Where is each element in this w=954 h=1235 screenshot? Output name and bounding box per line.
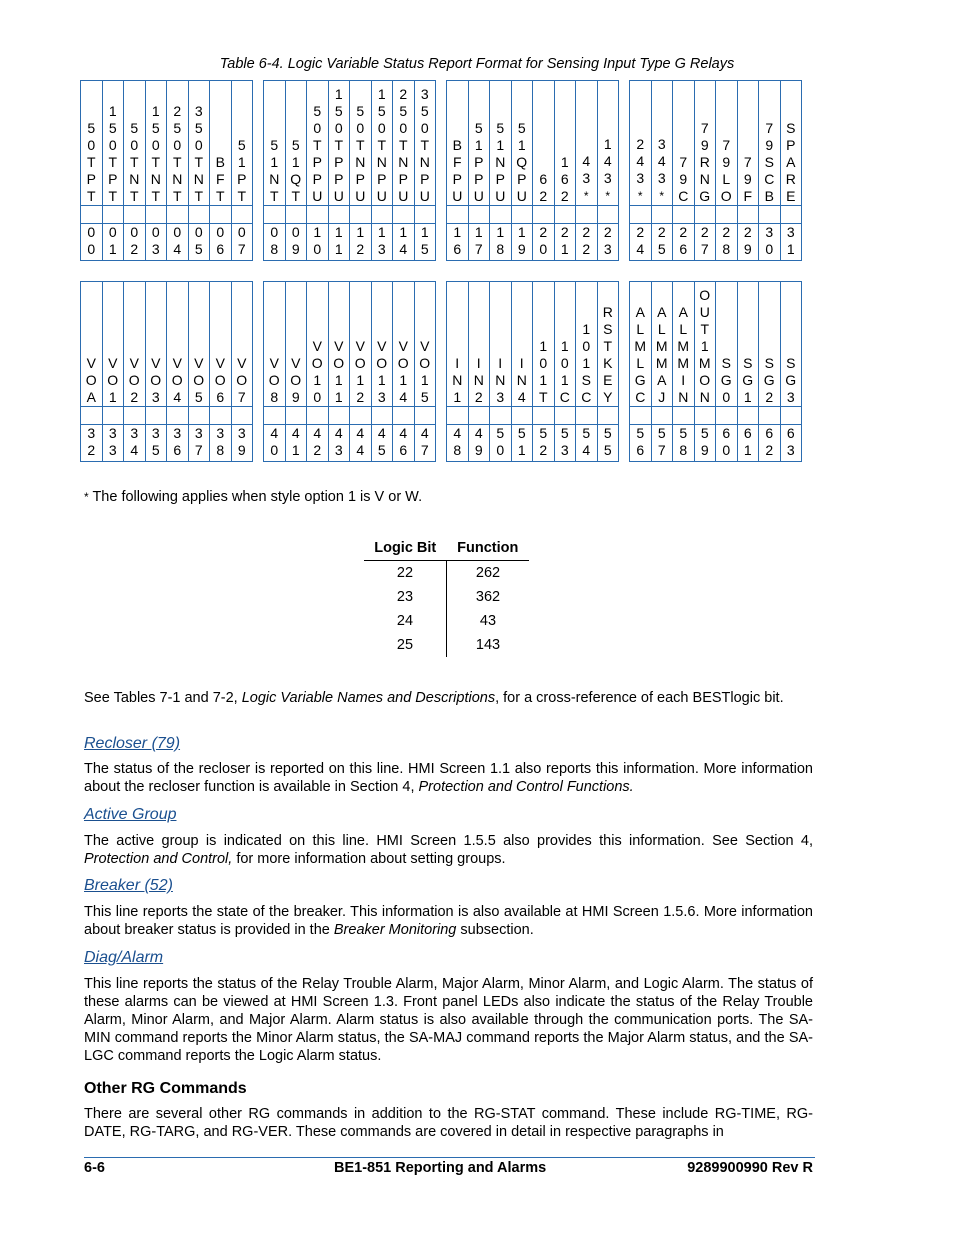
variable-name-cell: S G 3 xyxy=(780,282,802,407)
bit-number-cell: 6 1 xyxy=(737,425,759,462)
variable-name-cell: 2 5 0 T N T xyxy=(167,81,189,206)
bit-number-cell: 2 3 xyxy=(597,224,619,261)
spacer-cell xyxy=(759,407,781,425)
variable-name-cell: 1 4 3 * xyxy=(597,81,619,206)
variable-name-cell: V O A xyxy=(81,282,103,407)
logic-variable-table-1 xyxy=(80,80,802,261)
bit-number-cell: 1 3 xyxy=(371,224,393,261)
group-separator xyxy=(253,206,264,224)
variable-name-cell: 7 9 L O xyxy=(716,81,738,206)
text-span: The active group is indicated on this line. HMI Screen 1.5.5 also provides this information. See Section 4, xyxy=(84,833,813,849)
variable-name-cell: 5 1 P T xyxy=(231,81,253,206)
variable-name-cell: 5 0 T P T xyxy=(81,81,103,206)
variable-name-cell: 1 5 0 T N P U xyxy=(371,81,393,206)
group-separator xyxy=(619,206,630,224)
variable-name-cell: 4 3 * xyxy=(576,81,598,206)
bit-number-cell: 3 8 xyxy=(210,425,232,462)
variable-name-cell: V O 8 xyxy=(264,282,286,407)
variable-name-cell: V O 6 xyxy=(210,282,232,407)
bit-number-cell: 0 0 xyxy=(81,224,103,261)
variable-name-cell: S G 0 xyxy=(716,282,738,407)
spacer-cell xyxy=(694,206,716,224)
variable-name-cell: 1 6 2 xyxy=(554,81,576,206)
bit-number-cell: 4 1 xyxy=(285,425,307,462)
variable-name-cell: 5 1 P P U xyxy=(468,81,490,206)
table-row-spacer xyxy=(81,407,802,425)
bit-number-cell: 1 0 xyxy=(307,224,329,261)
variable-name-cell: S G 2 xyxy=(759,282,781,407)
table-row-names xyxy=(81,282,802,407)
heading-breaker: Breaker (52) xyxy=(84,877,173,894)
spacer-cell xyxy=(490,407,512,425)
variable-name-cell: 5 1 N P U xyxy=(490,81,512,206)
variable-name-cell: S G 1 xyxy=(737,282,759,407)
bit-number-cell: 2 0 xyxy=(533,224,555,261)
bit-number-cell: 3 4 xyxy=(124,425,146,462)
bit-number-cell: 1 6 xyxy=(447,224,469,261)
bit-number-cell: 6 0 xyxy=(716,425,738,462)
spacer-cell xyxy=(414,407,436,425)
logic-variable-table-2 xyxy=(80,281,802,462)
spacer-cell xyxy=(328,206,350,224)
spacer-cell xyxy=(264,407,286,425)
spacer-cell xyxy=(511,407,533,425)
spacer-cell xyxy=(285,407,307,425)
group-separator xyxy=(253,407,264,425)
variable-name-cell: I N 4 xyxy=(511,282,533,407)
bit-number-cell: 0 2 xyxy=(124,224,146,261)
spacer-cell xyxy=(554,206,576,224)
spacer-cell xyxy=(231,206,253,224)
variable-name-cell: 5 1 N T xyxy=(264,81,286,206)
bit-number-cell: 2 8 xyxy=(716,224,738,261)
bit-number-cell: 3 6 xyxy=(167,425,189,462)
spacer-cell xyxy=(371,206,393,224)
bit-number-cell: 3 2 xyxy=(81,425,103,462)
variable-name-cell: V O 1 4 xyxy=(393,282,415,407)
bit-number-cell: 0 9 xyxy=(285,224,307,261)
variable-name-cell: 7 9 R N G xyxy=(694,81,716,206)
spacer-cell xyxy=(468,206,490,224)
bit-number-cell: 2 6 xyxy=(673,224,695,261)
bit-number-cell: 5 7 xyxy=(651,425,673,462)
variable-name-cell: 1 0 1 T xyxy=(533,282,555,407)
variable-name-cell: 6 2 xyxy=(533,81,555,206)
variable-name-cell: 1 5 0 T P P U xyxy=(328,81,350,206)
group-separator xyxy=(253,81,264,206)
spacer-cell xyxy=(651,407,673,425)
logic-bit-cell: 22 xyxy=(364,561,447,586)
group-separator xyxy=(619,81,630,206)
paragraph-breaker xyxy=(84,903,813,939)
paragraph-recloser xyxy=(84,760,813,796)
variable-name-cell: 1 0 1 S C xyxy=(576,282,598,407)
bit-number-cell: 0 5 xyxy=(188,224,210,261)
note-text: The following applies when style option 1 is V or W. xyxy=(92,489,423,505)
bit-number-cell: 3 9 xyxy=(231,425,253,462)
spacer-cell xyxy=(167,407,189,425)
group-separator xyxy=(253,282,264,407)
spacer-cell xyxy=(102,407,124,425)
bit-number-cell: 5 3 xyxy=(554,425,576,462)
spacer-cell xyxy=(350,407,372,425)
function-cell: 143 xyxy=(475,637,501,653)
spacer-cell xyxy=(597,206,619,224)
table-row-nums xyxy=(81,224,802,261)
variable-name-cell: V O 4 xyxy=(167,282,189,407)
italic-reference: Breaker Monitoring xyxy=(333,922,457,938)
spacer-cell xyxy=(780,407,802,425)
variable-name-cell: O U T 1 M O N xyxy=(694,282,716,407)
heading-diag-alarm: Diag/Alarm xyxy=(84,949,164,966)
spacer-cell xyxy=(307,206,329,224)
footer-doc-number: 9289900990 Rev R xyxy=(687,1160,813,1176)
spacer-cell xyxy=(651,206,673,224)
group-separator xyxy=(619,425,630,462)
spacer-cell xyxy=(511,206,533,224)
spacer-cell xyxy=(167,206,189,224)
spacer-cell xyxy=(716,407,738,425)
text-span: See Tables 7-1 and 7-2, xyxy=(84,690,242,706)
logic-bit-function-table xyxy=(364,537,529,657)
logic-bit-cell: 24 xyxy=(364,609,447,633)
bit-number-cell: 4 0 xyxy=(264,425,286,462)
heading-active-group: Active Group xyxy=(84,806,177,823)
variable-name-cell: V O 3 xyxy=(145,282,167,407)
italic-reference: Logic Variable Names and Descriptions xyxy=(241,690,496,706)
group-separator xyxy=(436,81,447,206)
logic-bit-header: Logic Bit xyxy=(364,537,447,561)
variable-name-cell: 1 5 0 T P T xyxy=(102,81,124,206)
variable-name-cell: I N 2 xyxy=(468,282,490,407)
spacer-cell xyxy=(447,407,469,425)
bit-number-cell: 6 3 xyxy=(780,425,802,462)
bit-number-cell: 2 5 xyxy=(651,224,673,261)
group-separator xyxy=(619,224,630,261)
variable-name-cell: V O 1 1 xyxy=(328,282,350,407)
variable-name-cell: V O 2 xyxy=(124,282,146,407)
variable-name-cell: 7 9 S C B xyxy=(759,81,781,206)
text-span: for more information about setting groups. xyxy=(232,851,506,867)
variable-name-cell: V O 1 5 xyxy=(414,282,436,407)
text-span: subsection. xyxy=(456,922,534,938)
variable-name-cell: 3 5 0 T N P U xyxy=(414,81,436,206)
italic-reference: Protection and Control, xyxy=(84,851,233,867)
bit-number-cell: 2 9 xyxy=(737,224,759,261)
group-separator xyxy=(436,282,447,407)
spacer-cell xyxy=(264,206,286,224)
variable-name-cell: A L M M I N xyxy=(673,282,695,407)
function-header: Function xyxy=(447,537,530,561)
text-span: The status of the recloser is reported on this line. HMI Screen 1.1 also reports this information. More information about the recloser function is available in Section 4, xyxy=(84,761,813,795)
function-cell: 43 xyxy=(479,613,497,629)
group-separator xyxy=(436,425,447,462)
bit-number-cell: 3 7 xyxy=(188,425,210,462)
variable-name-cell: 2 4 3 * xyxy=(630,81,652,206)
bit-number-cell: 0 6 xyxy=(210,224,232,261)
heading-recloser: Recloser (79) xyxy=(84,735,181,752)
spacer-cell xyxy=(188,206,210,224)
paragraph-other-rg-commands: There are several other RG commands in addition to the RG-STAT command. These include RG-TIME, RG-DATE, RG-TARG, and RG-VER. These commands are covered in detail in respective paragraphs in xyxy=(84,1106,813,1140)
bit-number-cell: 4 9 xyxy=(468,425,490,462)
bit-number-cell: 3 5 xyxy=(145,425,167,462)
spacer-cell xyxy=(124,407,146,425)
table-row xyxy=(364,561,529,586)
group-separator xyxy=(436,407,447,425)
table-row-nums xyxy=(81,425,802,462)
spacer-cell xyxy=(210,206,232,224)
spacer-cell xyxy=(393,206,415,224)
table-row xyxy=(364,609,529,633)
spacer-cell xyxy=(533,206,555,224)
group-separator xyxy=(619,282,630,407)
cross-reference-paragraph xyxy=(84,689,813,707)
bit-number-cell: 0 3 xyxy=(145,224,167,261)
spacer-cell xyxy=(630,206,652,224)
bit-number-cell: 0 8 xyxy=(264,224,286,261)
spacer-cell xyxy=(328,407,350,425)
spacer-cell xyxy=(81,407,103,425)
variable-name-cell: A L M M A J xyxy=(651,282,673,407)
spacer-cell xyxy=(780,206,802,224)
spacer-cell xyxy=(307,407,329,425)
italic-reference: Protection and Control Functions. xyxy=(418,779,634,795)
spacer-cell xyxy=(350,206,372,224)
spacer-cell xyxy=(468,407,490,425)
variable-name-cell: V O 7 xyxy=(231,282,253,407)
spacer-cell xyxy=(447,206,469,224)
variable-name-cell: 2 5 0 T N P U xyxy=(393,81,415,206)
style-option-note xyxy=(84,489,422,505)
bit-number-cell: 5 5 xyxy=(597,425,619,462)
spacer-cell xyxy=(145,206,167,224)
spacer-cell xyxy=(554,407,576,425)
table-row-spacer xyxy=(81,206,802,224)
variable-name-cell: 7 9 F xyxy=(737,81,759,206)
spacer-cell xyxy=(737,407,759,425)
variable-name-cell: B F T xyxy=(210,81,232,206)
table-caption: Table 6-4. Logic Variable Status Report Format for Sensing Input Type G Relays xyxy=(219,56,735,72)
spacer-cell xyxy=(210,407,232,425)
spacer-cell xyxy=(124,206,146,224)
variable-name-cell: 1 0 1 C xyxy=(554,282,576,407)
spacer-cell xyxy=(145,407,167,425)
bit-number-cell: 3 3 xyxy=(102,425,124,462)
text-span: , for a cross-reference of each BESTlogic bit. xyxy=(495,690,784,706)
table-row xyxy=(364,633,529,657)
table-row-names xyxy=(81,81,802,206)
variable-name-cell: 5 0 T P P U xyxy=(307,81,329,206)
spacer-cell xyxy=(188,407,210,425)
spacer-cell xyxy=(673,206,695,224)
bit-number-cell: 5 2 xyxy=(533,425,555,462)
group-separator xyxy=(436,224,447,261)
bit-number-cell: 5 1 xyxy=(511,425,533,462)
spacer-cell xyxy=(630,407,652,425)
asterisk-symbol: * xyxy=(84,490,89,504)
variable-name-cell: 1 5 0 T N T xyxy=(145,81,167,206)
bit-number-cell: 3 1 xyxy=(780,224,802,261)
spacer-cell xyxy=(490,206,512,224)
heading-other-rg-commands: Other RG Commands xyxy=(84,1080,247,1097)
bit-number-cell: 5 6 xyxy=(630,425,652,462)
bit-number-cell: 4 2 xyxy=(307,425,329,462)
variable-name-cell: 5 1 Q P U xyxy=(511,81,533,206)
group-separator xyxy=(619,407,630,425)
spacer-cell xyxy=(737,206,759,224)
variable-name-cell: V O 5 xyxy=(188,282,210,407)
bit-number-cell: 3 0 xyxy=(759,224,781,261)
bit-number-cell: 0 1 xyxy=(102,224,124,261)
bit-number-cell: 4 5 xyxy=(371,425,393,462)
spacer-cell xyxy=(576,206,598,224)
bit-number-cell: 4 3 xyxy=(328,425,350,462)
spacer-cell xyxy=(102,206,124,224)
group-separator xyxy=(253,425,264,462)
bit-number-cell: 0 7 xyxy=(231,224,253,261)
bit-number-cell: 6 2 xyxy=(759,425,781,462)
bit-number-cell: 4 8 xyxy=(447,425,469,462)
paragraph-active-group xyxy=(84,832,813,868)
variable-name-cell: V O 1 3 xyxy=(371,282,393,407)
spacer-cell xyxy=(371,407,393,425)
variable-name-cell: 5 0 T N T xyxy=(124,81,146,206)
variable-name-cell: R S T K E Y xyxy=(597,282,619,407)
text-span: This line reports the state of the breaker. This information is also available at HMI Screen 1.5.6. More information about breaker status is provided in the xyxy=(84,904,813,938)
spacer-cell xyxy=(533,407,555,425)
footer-page-number: 6-6 xyxy=(84,1160,105,1176)
variable-name-cell: 5 0 T N P U xyxy=(350,81,372,206)
bit-number-cell: 1 4 xyxy=(393,224,415,261)
footer-title: BE1-851 Reporting and Alarms xyxy=(334,1160,547,1176)
bit-number-cell: 5 9 xyxy=(694,425,716,462)
spacer-cell xyxy=(716,206,738,224)
bit-number-cell: 1 8 xyxy=(490,224,512,261)
logic-bit-cell: 25 xyxy=(364,633,447,657)
bit-number-cell: 2 4 xyxy=(630,224,652,261)
variable-name-cell: V O 9 xyxy=(285,282,307,407)
bit-number-cell: 1 2 xyxy=(350,224,372,261)
variable-name-cell: 3 5 0 T N T xyxy=(188,81,210,206)
bit-number-cell: 4 4 xyxy=(350,425,372,462)
spacer-cell xyxy=(285,206,307,224)
variable-name-cell: I N 1 xyxy=(447,282,469,407)
bit-number-cell: 2 2 xyxy=(576,224,598,261)
bit-number-cell: 0 4 xyxy=(167,224,189,261)
bit-number-cell: 2 1 xyxy=(554,224,576,261)
logic-bit-cell: 23 xyxy=(364,585,447,609)
function-cell: 362 xyxy=(475,589,501,605)
bit-number-cell: 1 7 xyxy=(468,224,490,261)
bit-number-cell: 5 0 xyxy=(490,425,512,462)
group-separator xyxy=(436,206,447,224)
variable-name-cell: A L M L G C xyxy=(630,282,652,407)
variable-name-cell: V O 1 xyxy=(102,282,124,407)
function-cell: 262 xyxy=(475,565,501,581)
variable-name-cell: V O 1 0 xyxy=(307,282,329,407)
variable-name-cell: I N 3 xyxy=(490,282,512,407)
variable-name-cell: 5 1 Q T xyxy=(285,81,307,206)
bit-number-cell: 4 6 xyxy=(393,425,415,462)
variable-name-cell: B F P U xyxy=(447,81,469,206)
variable-name-cell: 7 9 C xyxy=(673,81,695,206)
bit-number-cell: 2 7 xyxy=(694,224,716,261)
bit-number-cell: 1 9 xyxy=(511,224,533,261)
spacer-cell xyxy=(597,407,619,425)
variable-name-cell: S P A R E xyxy=(780,81,802,206)
bit-number-cell: 1 1 xyxy=(328,224,350,261)
variable-name-cell: 3 4 3 * xyxy=(651,81,673,206)
spacer-cell xyxy=(673,407,695,425)
spacer-cell xyxy=(231,407,253,425)
spacer-cell xyxy=(694,407,716,425)
paragraph-diag-alarm: This line reports the status of the Relay Trouble Alarm, Major Alarm, Minor Alarm, and Logic Alarm. The status of these alarms can be viewed at HMI Screen 1.3. Front panel LEDs also indicate the status of the Relay Trouble Alarm, Minor Alarm, and Major Alarm. Alarm status is also available through the communication ports. The SA-MIN command reports the Minor Alarm status, the SA-MAJ command reports the Major Alarm status, and the SA-LGC command reports the Logic Alarm status. xyxy=(84,976,813,1064)
table-row xyxy=(364,585,529,609)
bit-number-cell: 5 4 xyxy=(576,425,598,462)
group-separator xyxy=(253,224,264,261)
bit-number-cell: 1 5 xyxy=(414,224,436,261)
spacer-cell xyxy=(414,206,436,224)
spacer-cell xyxy=(81,206,103,224)
spacer-cell xyxy=(393,407,415,425)
variable-name-cell: V O 1 2 xyxy=(350,282,372,407)
spacer-cell xyxy=(576,407,598,425)
bit-number-cell: 5 8 xyxy=(673,425,695,462)
footer-divider xyxy=(84,1157,815,1158)
spacer-cell xyxy=(759,206,781,224)
bit-number-cell: 4 7 xyxy=(414,425,436,462)
